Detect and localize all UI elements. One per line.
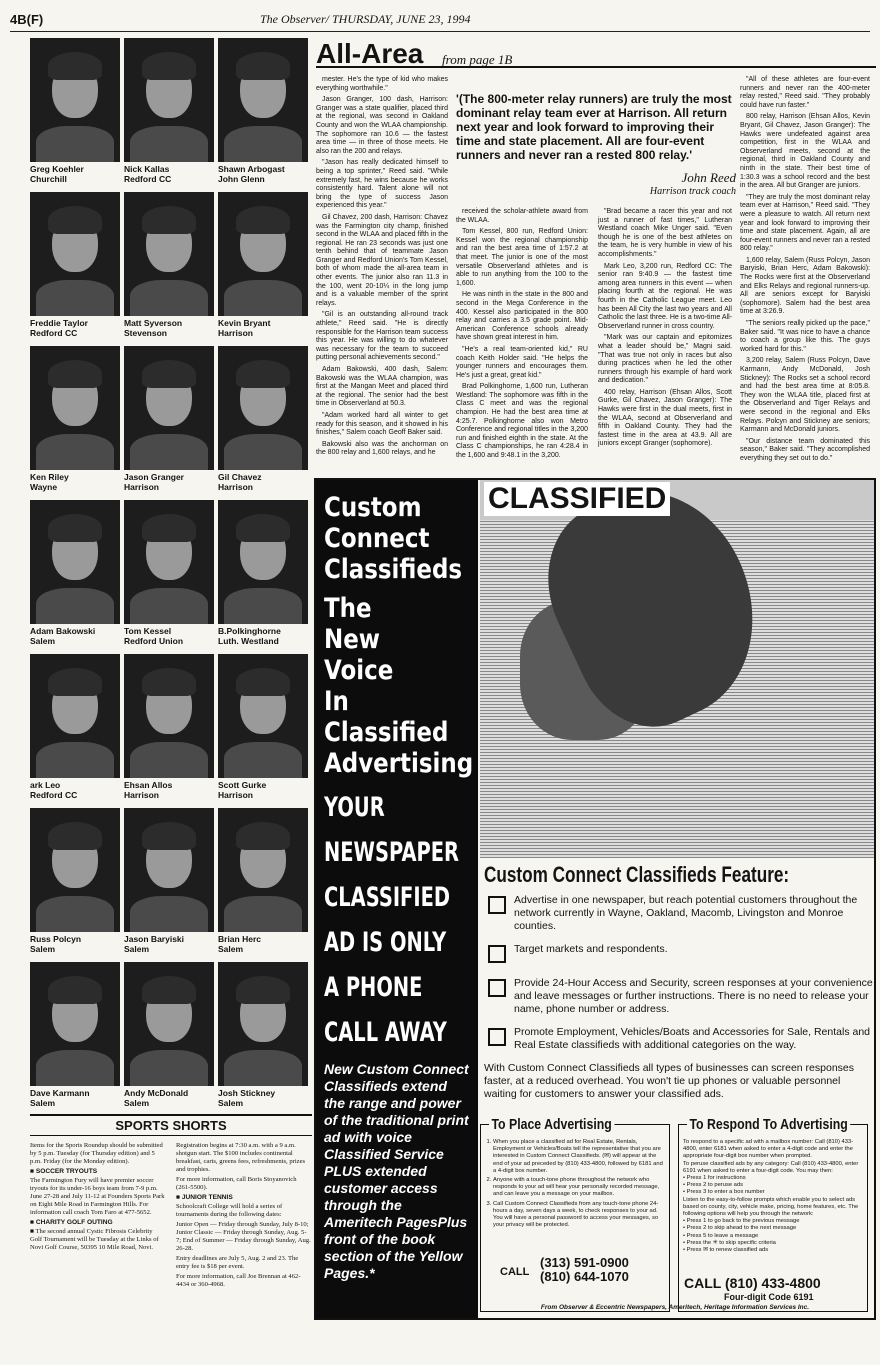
- athlete-caption: [30, 164, 120, 184]
- portrait-image: [30, 38, 120, 162]
- phone-number-1: (313) 591-0900: [540, 1255, 629, 1270]
- athlete-caption: [124, 164, 214, 184]
- athlete-school: Wayne: [30, 482, 58, 492]
- checkbox-icon: [488, 979, 506, 997]
- athlete-name: B.Polkinghorne: [218, 626, 281, 636]
- athlete-school: Harrison: [218, 328, 253, 338]
- portrait-image: [218, 808, 308, 932]
- shorts-paragraph: ■ The second annual Cystic Fibrosis Celebrity Golf Tournament will be Tuesday at the Links of Novi Golf Course, 50395 10 Mile Road, Novi.: [30, 1228, 159, 1251]
- portrait-image: [124, 500, 214, 624]
- article-paragraph: "They are truly the most dominant relay team ever at Harrison," Reed said. "They were a pleasure to watch. All return next year and look forward to improving their time and state placement. Again, all are four-event runners and never ran a rested 800 relay.": [740, 193, 870, 253]
- athlete-caption: [30, 318, 120, 338]
- article-paragraph: "Adam worked hard all winter to get ready for this season, and it showed in his finishes," Salem coach Geoff Baker said.: [316, 411, 448, 437]
- athlete-school: Harrison: [124, 482, 159, 492]
- portrait-image: [218, 962, 308, 1086]
- athlete-name: Jason Granger: [124, 472, 184, 482]
- athlete-caption: [30, 626, 120, 646]
- shorts-paragraph: For more information, call Joe Brennan at 462-4434 or 360-4968.: [176, 1273, 301, 1288]
- ad-title-line: Connect: [324, 523, 430, 554]
- athlete-photo: [124, 500, 214, 650]
- athlete-photo: [30, 192, 120, 342]
- athlete-school: Redford CC: [30, 790, 78, 800]
- athlete-caption: [218, 318, 308, 338]
- athlete-school: Harrison: [124, 790, 159, 800]
- portrait-image: [30, 346, 120, 470]
- article-paragraph: 1,600 relay, Salem (Russ Polcyn, Jason Baryiski, Brian Herc, Adam Bakowski): The Rocks were first at the Observerland and Elks Relays and regional runners-up. All are seniors except for Baryiski (sophomore). Salem had the best area time at 3:26.9.: [740, 256, 870, 316]
- athlete-photo: [124, 38, 214, 188]
- ad-headline-line: AD IS ONLY: [324, 927, 447, 958]
- athlete-name: Gil Chavez: [218, 472, 262, 482]
- athlete-name: Freddie Taylor: [30, 318, 88, 328]
- respond-line: • Press 1 for instructions: [683, 1175, 746, 1182]
- ad-footer: From Observer & Eccentric Newspapers, Ameritech, Heritage Information Services Inc.: [540, 1304, 810, 1311]
- article-paragraph: "Mark was our captain and epitomizes what a leader should be," Magni said. "That was true not only in races but also during practices when he led the other runners through his example of hard work and dedication.": [598, 334, 732, 385]
- athlete-caption: [30, 472, 120, 492]
- athlete-caption: [124, 1088, 214, 1108]
- athlete-photo: [218, 346, 308, 496]
- feature-text: Provide 24-Hour Access and Security, screen responses at your convenience and leave messages or further instructions. There is no need to release your name, phone number or address.: [514, 977, 873, 1015]
- respond-title: To Respond To Advertising: [687, 1116, 850, 1133]
- athlete-school: Salem: [218, 944, 244, 954]
- athlete-name: Ehsan Allos: [124, 780, 173, 790]
- portrait-image: [124, 38, 214, 162]
- athlete-name: Ken Riley: [30, 472, 69, 482]
- respond-line: • Press ✉ to renew classified ads: [683, 1247, 769, 1254]
- respond-line: Listen to the easy-to-follow prompts which enable you to select ads based on county, city, vehicle make, pricing, home features, etc. The following options will help you through the network:: [683, 1196, 859, 1218]
- athlete-school: Redford CC: [30, 328, 78, 338]
- feature-item: [484, 943, 874, 967]
- respond-line: • Press 3 to enter a box number: [683, 1189, 765, 1196]
- athlete-school: Harrison: [218, 482, 253, 492]
- page-number: 4B(F): [10, 12, 44, 27]
- article-paragraph: Gil Chavez, 200 dash, Harrison: Chavez was the Farmington city champ, finished second in the WLAA and placed fifth in the regional. He ran 23 seconds was just one tenth behind that of teammate Jason Granger and Redford Union's Tom Kessel, both of whom made the all-area team in other events. The junior also ran 11.3 in the 100, went 20-10¼ in the long jump and is a valuable member of the sprint relays.: [316, 213, 448, 307]
- athlete-photo: [124, 346, 214, 496]
- feature-item: [484, 894, 874, 933]
- ad-tagline-line: Voice: [324, 655, 394, 686]
- portrait-image: [124, 192, 214, 316]
- place-call-numbers: [500, 1255, 629, 1284]
- article-headline: [316, 40, 876, 68]
- athlete-name: Adam Bakowski: [30, 626, 96, 636]
- athlete-school: Salem: [218, 1098, 244, 1108]
- shorts-heading: ■ JUNIOR TENNIS: [176, 1194, 233, 1201]
- shorts-paragraph: Registration begins at 7:30 a.m. with a 9 a.m. shotgun start. The $100 includes continental breakfast, carts, greens fees, refreshments, prizes and trophies.: [176, 1142, 306, 1173]
- jump-line: from page 1B: [442, 52, 513, 67]
- article-paragraph: He was ninth in the state in the 800 and second in the Mega Conference in the 400. Kessel also participated in the 800 relay and carries a 3.5 grade point. Mid-American Conference schools already have shown great interest in him.: [456, 291, 588, 342]
- article-paragraph: Adam Bakowski, 400 dash, Salem: Bakowski was the WLAA champion, was first at the Mangan Meet and placed third at the regional. The senior had the best time in Observerland at 50.3.: [316, 366, 448, 408]
- portrait-image: [30, 808, 120, 932]
- ad-tagline-line: Advertising: [324, 748, 474, 779]
- athlete-photo: [30, 38, 120, 188]
- ad-headline-line: CLASSIFIED: [324, 882, 450, 913]
- ad-headline-line: A PHONE: [324, 972, 423, 1003]
- shorts-paragraph: Items for the Sports Roundup should be submitted by 5 p.m. Tuesday (for Thursday edition) and 5 p.m. Friday (for the Monday edition).: [30, 1142, 163, 1165]
- respond-line: • Press 2 to skip ahead to the next message: [683, 1225, 797, 1232]
- place-step: 1. When you place a classified ad for Real Estate, Rentals, Employment or Vehicles/Boats tell the representative that you are interested in Custom Connect Classifieds. (✉) will appear at the end of your ad preceded by (810) 433-4800, followed by 6181 and a 4-digit box number.: [493, 1139, 665, 1175]
- athlete-caption: [218, 780, 308, 800]
- athlete-school: Salem: [30, 1098, 56, 1108]
- feature-text: Target markets and respondents.: [514, 943, 668, 955]
- article-column-2: [456, 208, 588, 464]
- article-paragraph: Brad Polkinghorne, 1,600 run, Lutheran Westland: The sophomore was fifth in the Class C meet and was the regional champion. He had the best area time at 4:25.7. Polkinghorne also won Metro Conference and regional titles in the 3,200 run and finished eighth in the state. At the Class C championships, he ran 4:28.4 in the 1,600 and 9:48.1 in the 3,200.: [456, 383, 588, 460]
- portrait-image: [30, 192, 120, 316]
- athlete-name: Greg Koehler: [30, 164, 84, 174]
- sports-shorts-title: SPORTS SHORTS: [30, 1116, 312, 1136]
- article-paragraph: received the scholar-athlete award from the WLAA.: [456, 208, 588, 224]
- athlete-photo: [218, 962, 308, 1112]
- athlete-school: Salem: [30, 636, 56, 646]
- athlete-caption: [124, 934, 214, 954]
- ad-tagline-line: Classified: [324, 717, 449, 748]
- phone-number-2: (810) 644-1070: [540, 1269, 629, 1284]
- athlete-caption: [30, 1088, 120, 1108]
- article-column-4: [740, 76, 870, 467]
- athlete-school: Churchill: [30, 174, 67, 184]
- athlete-name: ark Leo: [30, 780, 61, 790]
- checkbox-icon: [488, 1028, 506, 1046]
- athlete-photo: [124, 192, 214, 342]
- article-paragraph: Tom Kessel, 800 run, Redford Union: Kessel won the regional championship and ran the best area time of 1:57.2 at that meet. The junior is one of the most versatile Observerland athletes and is able to run anything from the 100 to the 1,600.: [456, 228, 588, 287]
- shorts-paragraph: Junior Open — Friday through Sunday, July 8-10; Junior Classic — Friday through Sunday, Aug. 5-7; End of Summer — Friday through Sunday, Aug. 26-28.: [176, 1221, 311, 1252]
- athlete-photo: [218, 808, 308, 958]
- athlete-school: Salem: [124, 1098, 150, 1108]
- portrait-image: [218, 500, 308, 624]
- article-paragraph: 3,200 relay, Salem (Russ Polcyn, Dave Karmann, Andy McDonald, Josh Stickney): The Rocks set a school record and had the best area time at 8:05.8. They won the WLAA title, placed first at the Observerland and Tiger Relays and were second in the regional and Elks Relays. Polcyn and Stickney are seniors; Karmann and McDonald juniors.: [740, 357, 870, 434]
- athlete-school: Salem: [124, 944, 150, 954]
- athlete-photo: [218, 192, 308, 342]
- ad-photo-heading: CLASSIFIED: [484, 482, 670, 516]
- ad-title-line: Custom: [324, 492, 422, 523]
- article-paragraph: mester. He's the type of kid who makes everything worthwhile.": [316, 76, 448, 92]
- athlete-photo: [218, 38, 308, 188]
- portrait-image: [218, 654, 308, 778]
- athlete-school: Salem: [30, 944, 56, 954]
- athlete-school: Harrison: [218, 790, 253, 800]
- headline-text: All-Area: [316, 38, 424, 69]
- ad-black-panel: [316, 480, 478, 1318]
- portrait-image: [124, 962, 214, 1086]
- athlete-caption: [30, 780, 120, 800]
- athlete-name: Matt Syverson: [124, 318, 183, 328]
- athlete-school: John Glenn: [218, 174, 265, 184]
- athlete-name: Dave Karmann: [30, 1088, 90, 1098]
- feature-summary: With Custom Connect Classifieds all types of businesses can screen responses faster, at a reduced overhead. You won't tie up phones or valuable personnel waiting for customers to answer your classified ads.: [484, 1062, 855, 1100]
- respond-line: • Press the ✳ to skip specific criteria: [683, 1239, 776, 1246]
- article-paragraph: "He's a real team-oriented kid," RU coach Keith Holder said. "He helps the younger runners and encourages them. He's just a great, great kid.": [456, 345, 588, 379]
- article-paragraph: "Brad became a racer this year and not just a runner of fast times," Lutheran Westland coach Mike Unger said. "Even though he is one of the best athletes on the team, he is very humble in view of his accomplishments.": [598, 208, 732, 258]
- portrait-image: [124, 654, 214, 778]
- ad-headline-line: NEWSPAPER: [324, 837, 459, 868]
- article-paragraph: 800 relay, Harrison (Ehsan Allos, Kevin Bryant, Gil Chavez, Jason Granger): The Hawks were undefeated against area competition, first in the WLAA and Observerland meets, second at the regional, third in Oakland County and ninth in the state. Their best time of 1:30.3 was a school record and the best in the area. All but Granger are juniors.: [740, 113, 870, 190]
- shorts-paragraph: The Farmington Fury will have premier soccer tryouts for its under-16 boys team from 7-9 p.m. June 27-28 and July 11-12 at Founders Sports Park on Eight Mile Road in Farmington Hills. For information call coach Tom Faro at 477-5652.: [30, 1177, 165, 1216]
- shorts-heading: ■ CHARITY GOLF OUTING: [30, 1219, 113, 1226]
- article-paragraph: Jason Granger, 100 dash, Harrison: Granger was a state qualifier, placed third at the regional, was second in Oakland County and won the WLAA championship. The sophomore ran 10.6 — the fastest area time — in three of those meets. He also ran the 200 and relays.: [316, 96, 448, 155]
- athlete-name: Brian Herc: [218, 934, 261, 944]
- feature-item: [484, 977, 874, 1016]
- place-step: 3. Call Custom Connect Classifieds from any touch-tone phone 24-hours a day, seven days a week, to check responses to your ad. You will have a personal password to access your messages, so your privacy will be protected.: [493, 1201, 665, 1230]
- article-column-1: [316, 76, 448, 461]
- article-column-3: [598, 208, 732, 452]
- portrait-image: [30, 500, 120, 624]
- athlete-photo: [218, 500, 308, 650]
- athlete-photo: [30, 654, 120, 804]
- ad-tagline-line: New: [324, 624, 380, 655]
- feature-text: Advertise in one newspaper, but reach potential customers throughout the network currently in Wayne, Oakland, Macomb, Livingston and Monroe counties.: [514, 894, 858, 932]
- ad-photo: [480, 480, 874, 858]
- ad-tagline-line: The: [324, 593, 372, 624]
- portrait-image: [124, 808, 214, 932]
- place-step: 2. Anyone with a touch-tone phone throughout the network who responds to your ad will hear your personally recorded message, and can leave you a message on your mailbox.: [493, 1177, 665, 1199]
- article-paragraph: 400 relay, Harrison (Ehsan Allos, Scott Gurke, Gil Chavez, Jason Granger): The Hawks were first in the dual meets, first in the WLAA, second at Observerland and fifth in Oakland County. They had the fastest time in the area at 43.9. All are juniors except Granger (sophomore).: [598, 388, 732, 448]
- portrait-image: [124, 346, 214, 470]
- athlete-photo: [124, 962, 214, 1112]
- ad-title-line: Classifieds: [324, 554, 463, 585]
- portrait-image: [218, 38, 308, 162]
- article-paragraph: "The seniors really picked up the pace," Baker said. "It was nice to have a chance to coach a group like this. The guys worked hard for this.": [740, 320, 870, 353]
- athlete-school: Luth. Westland: [218, 636, 279, 646]
- respond-line: • Press 5 to leave a message: [683, 1232, 759, 1239]
- feature-title: Custom Connect Classifieds Feature:: [484, 862, 790, 887]
- athlete-school: Redford Union: [124, 636, 184, 646]
- article-paragraph: "Gil is an outstanding all-round track athlete," Reed said. "He is directly responsible for the Harrison team success this year. He was willing to do whatever was necessary for the team to succeed putting personal achievements second.": [316, 311, 448, 362]
- masthead: [10, 10, 870, 32]
- respond-line: • Press 1 to go back to the previous message: [683, 1218, 800, 1225]
- article-paragraph: "Jason has really dedicated himself to being a top sprinter," Reed said. "While extremely fast, he wins because he works consistently hard. Talent alone will not bring the type of success Jason experienced this year.": [316, 159, 448, 210]
- athlete-name: Andy McDonald: [124, 1088, 189, 1098]
- athlete-name: Jason Baryiski: [124, 934, 185, 944]
- ad-headline-line: CALL AWAY: [324, 1017, 447, 1048]
- article-paragraph: Bakowski also was the anchorman on the 800 relay and 1,600 relays, and he: [316, 440, 448, 457]
- ad-tagline-line: In: [324, 686, 349, 717]
- athlete-caption: [124, 472, 214, 492]
- publication-line: The Observer/ THURSDAY, JUNE 23, 1994: [260, 12, 471, 26]
- respond-line: To peruse classified ads by any category: Call (810) 433-4800, enter 6191 when asked to enter a four-digit code. You may then:: [683, 1160, 859, 1174]
- athlete-name: Josh Stickney: [218, 1088, 276, 1098]
- athlete-caption: [124, 780, 214, 800]
- athlete-name: Kevin Bryant: [218, 318, 271, 328]
- shorts-paragraph: For more information, call Boris Stoyanovich (261-5500).: [176, 1176, 297, 1191]
- pull-quote-role: Harrison track coach: [649, 186, 736, 197]
- place-title: To Place Advertising: [489, 1116, 614, 1133]
- athlete-caption: [124, 318, 214, 338]
- article-paragraph: "All of these athletes are four-event runners and never ran the 400-meter relay rested," Reed said. "They probably could have run faster.": [740, 76, 870, 109]
- respond-code: Four-digit Code 6191: [724, 1292, 814, 1302]
- athlete-photo: [30, 962, 120, 1112]
- athlete-caption: [218, 934, 308, 954]
- feature-list: [484, 862, 874, 1101]
- athlete-name: Tom Kessel: [124, 626, 172, 636]
- athlete-caption: [218, 472, 308, 492]
- ad-description: New Custom Connect Classifieds extend the range and power of the traditional print ad with voice Classified Service PLUS extended customer access through the Ameritech PagesPlus front of the book section of the Yellow Pages.*: [324, 1061, 469, 1281]
- athlete-name: Nick Kallas: [124, 164, 170, 174]
- athlete-photo: [124, 654, 214, 804]
- athlete-school: Redford CC: [124, 174, 172, 184]
- portrait-image: [30, 654, 120, 778]
- athlete-name: Shawn Arbogast: [218, 164, 285, 174]
- pull-quote: [456, 92, 736, 197]
- call-label: CALL: [500, 1266, 530, 1278]
- sports-shorts: [30, 1114, 312, 1324]
- respond-call-number: CALL (810) 433-4800: [684, 1275, 821, 1291]
- pull-quote-text: '(The 800-meter relay runners) are truly the most dominant relay team ever at Harrison. All return next year and look forward to improving their time and state placement. All are four-event runners and never ran a rested 800 relay.': [456, 92, 732, 162]
- athlete-name: Russ Polcyn: [30, 934, 82, 944]
- athlete-caption: [218, 626, 308, 646]
- shorts-paragraph: Entry deadlines are July 5, Aug. 2 and 23. The entry fee is $18 per event.: [176, 1255, 299, 1270]
- shorts-heading: ■ SOCCER TRYOUTS: [30, 1168, 98, 1175]
- sports-shorts-left: [30, 1142, 165, 1254]
- athlete-photo: [30, 500, 120, 650]
- respond-line: • Press 2 to peruse ads: [683, 1182, 744, 1189]
- portrait-image: [218, 192, 308, 316]
- respond-line: To respond to a specific ad with a mailbox number: Call (810) 433-4800, enter 6181 when asked to enter a 4-digit code and enter the appropriate four-digit box number when prompted.: [683, 1139, 854, 1160]
- athlete-caption: [218, 164, 308, 184]
- checkbox-icon: [488, 945, 506, 963]
- portrait-image: [30, 962, 120, 1086]
- portrait-image: [218, 346, 308, 470]
- athlete-caption: [124, 626, 214, 646]
- checkbox-icon: [488, 896, 506, 914]
- pull-quote-name: John Reed: [681, 170, 736, 185]
- article-paragraph: "Our distance team dominated this season," Baker said. "They accomplished everything they set out to do.": [740, 437, 870, 462]
- athlete-name: Scott Gurke: [218, 780, 267, 790]
- athlete-caption: [30, 934, 120, 954]
- athlete-photo: [218, 654, 308, 804]
- athlete-photo: [124, 808, 214, 958]
- article-paragraph: Mark Leo, 3,200 run, Redford CC: The senior ran 9:40.9 — the fastest time among area runners in this event — when placing fourth at the regional. He was fourth in the Catholic League meet. Leo has been All City the last two years and All Catholic the last three. He is a two-time All-Observerland runner in cross country.: [598, 262, 732, 330]
- ad-headline-line: YOUR: [324, 792, 385, 823]
- athlete-caption: [218, 1088, 308, 1108]
- athlete-school: Stevenson: [124, 328, 167, 338]
- athlete-photo: [30, 346, 120, 496]
- athlete-photo: [30, 808, 120, 958]
- feature-text: Promote Employment, Vehicles/Boats and Accessories for Sale, Rentals and Real Estate classifieds with additional categories on the way.: [514, 1026, 871, 1051]
- shorts-paragraph: Schoolcraft College will hold a series of tournaments during the following dates:: [176, 1203, 283, 1218]
- sports-shorts-right: [176, 1142, 311, 1291]
- feature-item: [484, 1026, 874, 1052]
- respond-call: [684, 1276, 821, 1304]
